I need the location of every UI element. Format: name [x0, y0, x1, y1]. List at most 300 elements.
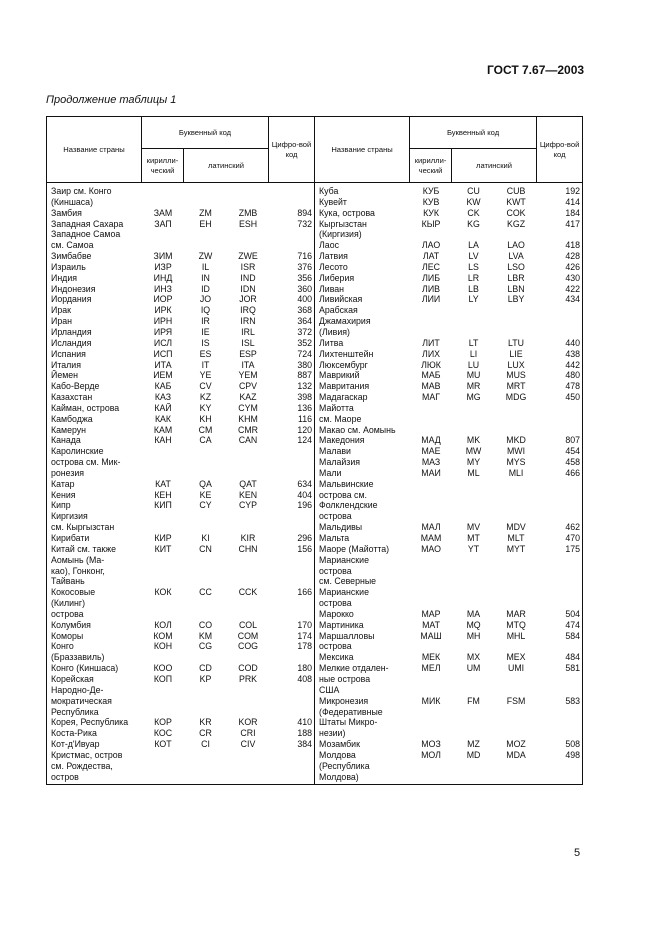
latin-alpha2: CR — [199, 728, 212, 739]
latin-alpha2: KI — [201, 533, 210, 543]
cyrillic-code — [410, 229, 452, 240]
table-row — [47, 587, 315, 598]
country-name: Заир см. Конго — [51, 186, 112, 196]
country-name: острова — [319, 511, 352, 522]
table-row — [47, 707, 315, 718]
latin-alpha3 — [227, 707, 269, 718]
latin-alpha3 — [227, 457, 269, 468]
cyrillic-code — [142, 772, 184, 783]
digital-code: 458 — [565, 457, 581, 468]
country-name: Кристмас, остров — [51, 749, 123, 760]
digital-code: 434 — [565, 294, 581, 305]
digital-code: 478 — [565, 381, 581, 392]
digital-code: 170 — [297, 619, 312, 630]
cyrillic-code: ИНД — [153, 272, 173, 283]
table-row — [47, 620, 315, 631]
latin-alpha2 — [452, 772, 495, 783]
cyrillic-code: ИТА — [154, 359, 172, 370]
digital-code: 175 — [565, 543, 581, 554]
country-name: Западное Самоа — [51, 229, 121, 240]
table-row — [47, 316, 315, 327]
table-row — [47, 305, 315, 316]
latin-alpha2: MV — [466, 522, 481, 533]
latin-alpha3: CYM — [238, 402, 258, 413]
digital-code: 120 — [297, 424, 312, 435]
digital-code: 634 — [297, 478, 312, 489]
cyrillic-code — [142, 576, 184, 587]
cyrillic-code — [410, 305, 452, 316]
table-row — [315, 229, 583, 240]
table-row — [315, 641, 583, 652]
table-row — [315, 457, 583, 468]
digital-code: 438 — [565, 348, 581, 359]
latin-alpha2: LB — [468, 283, 479, 294]
cyrillic-code: КЕН — [154, 489, 172, 500]
latin-alpha2 — [184, 609, 227, 620]
table-row — [315, 707, 583, 718]
digital-code — [269, 576, 315, 587]
latin-alpha3 — [495, 674, 537, 685]
latin-alpha3: PRK — [238, 673, 258, 684]
table-row — [315, 533, 583, 544]
country-name: Малайзия — [319, 457, 361, 468]
table-row — [315, 598, 583, 609]
latin-alpha3 — [495, 761, 537, 772]
latin-alpha2 — [452, 500, 495, 511]
digital-code — [269, 555, 315, 566]
table-row — [315, 674, 583, 685]
table-row — [47, 251, 315, 262]
digital-code — [269, 609, 315, 620]
table-row — [47, 370, 315, 381]
table-row — [315, 197, 583, 208]
digital-code: 136 — [297, 402, 312, 413]
country-name: Народно-Де- — [51, 684, 104, 695]
table-row — [315, 479, 583, 490]
latin-alpha3 — [495, 511, 537, 522]
table-row — [315, 327, 583, 338]
latin-alpha2: IS — [201, 337, 210, 348]
cyrillic-code: ЛАТ — [422, 251, 440, 262]
latin-alpha3: MOZ — [506, 739, 526, 750]
digital-code — [537, 316, 583, 327]
latin-alpha2: QA — [199, 478, 212, 489]
table-row — [47, 240, 315, 251]
digital-code — [537, 576, 583, 587]
latin-alpha3: CRI — [240, 728, 256, 739]
table-row — [315, 240, 583, 251]
digital-code: 132 — [297, 381, 312, 392]
latin-alpha2 — [452, 327, 495, 338]
cyrillic-code: КАЗ — [154, 392, 172, 403]
latin-alpha2: YT — [467, 543, 480, 554]
latin-alpha3 — [495, 500, 537, 511]
country-name: Катар — [51, 478, 75, 489]
cyrillic-code — [142, 446, 184, 457]
table-row — [47, 360, 315, 371]
cyrillic-code — [142, 652, 184, 663]
latin-alpha3: MHL — [506, 630, 526, 641]
country-name: (Браззавиль) — [51, 652, 105, 663]
country-name: Конго — [51, 641, 74, 652]
cyrillic-code: МАЛ — [421, 522, 441, 533]
country-name: Маршалловы — [319, 630, 375, 641]
latin-alpha2: CV — [199, 381, 212, 392]
latin-alpha2 — [452, 316, 495, 327]
country-name: Кипр — [51, 500, 71, 511]
table-row — [47, 739, 315, 750]
country-name: (Ливия) — [319, 326, 350, 337]
latin-alpha3: KGZ — [506, 218, 526, 229]
cyrillic-code: ЛИВ — [422, 283, 441, 294]
cyrillic-code — [142, 197, 184, 208]
latin-alpha3: LAO — [507, 240, 525, 251]
latin-alpha3: MWI — [506, 446, 526, 457]
country-name: Мальвинские — [319, 478, 374, 489]
table-row — [315, 511, 583, 522]
latin-alpha3: LSO — [507, 261, 525, 272]
cyrillic-code — [142, 468, 184, 479]
table-caption: Продолжение таблицы 1 — [46, 94, 177, 106]
header-latin: латинский — [452, 149, 537, 183]
latin-alpha2 — [184, 457, 227, 468]
cyrillic-code — [410, 587, 452, 598]
digital-code: 470 — [565, 533, 581, 543]
digital-code: 417 — [565, 218, 581, 229]
digital-code — [537, 707, 583, 718]
latin-alpha3: ISR — [240, 261, 256, 272]
latin-alpha3: ESH — [238, 218, 258, 229]
latin-alpha3 — [495, 316, 537, 327]
table-row — [47, 425, 315, 436]
table-row — [315, 555, 583, 566]
latin-alpha2: IE — [201, 326, 210, 337]
country-name: Маоре (Майотта) — [319, 543, 390, 554]
latin-alpha3: ESP — [239, 348, 257, 359]
latin-alpha2: KM — [198, 630, 213, 641]
latin-alpha2 — [452, 707, 495, 718]
latin-alpha3: KHM — [238, 413, 258, 424]
latin-alpha2: CA — [199, 435, 212, 446]
digital-code: 124 — [297, 435, 312, 446]
digital-code — [537, 425, 583, 436]
latin-alpha2 — [452, 761, 495, 772]
cyrillic-code: ИРК — [154, 305, 172, 316]
digital-code — [537, 500, 583, 511]
header-letter-code: Буквенный код — [410, 117, 537, 149]
digital-code — [537, 566, 583, 577]
table-row — [47, 338, 315, 349]
table-row — [47, 186, 315, 197]
country-name: Лаос — [319, 240, 339, 251]
country-name: Италия — [51, 359, 81, 370]
cyrillic-code: КАЙ — [154, 402, 172, 413]
header-name: Название страны — [315, 117, 410, 183]
latin-alpha3: MDV — [506, 522, 526, 533]
cyrillic-code: КАК — [154, 413, 172, 424]
cyrillic-code — [142, 229, 184, 240]
digital-code: 174 — [297, 630, 312, 641]
country-name: Марокко — [319, 608, 354, 619]
table-row — [315, 414, 583, 425]
cyrillic-code — [142, 240, 184, 251]
header-cyrillic: кирилли-ческий — [142, 149, 184, 183]
country-name: Либерия — [319, 272, 355, 283]
cyrillic-code: МАЕ — [421, 446, 441, 457]
digital-code: 364 — [297, 316, 312, 327]
latin-alpha2: ZW — [198, 251, 213, 262]
table-row — [315, 294, 583, 305]
cyrillic-code — [410, 685, 452, 696]
digital-code: 480 — [565, 370, 581, 381]
cyrillic-code — [410, 555, 452, 566]
country-name: Латвия — [319, 251, 348, 262]
latin-alpha3: CUB — [506, 186, 526, 196]
table-row — [47, 446, 315, 457]
latin-alpha3: CMR — [237, 424, 259, 435]
latin-alpha3 — [227, 685, 269, 696]
latin-alpha2 — [184, 576, 227, 587]
table-row — [315, 652, 583, 663]
latin-alpha3: CPV — [238, 381, 258, 392]
latin-alpha2: LI — [469, 348, 478, 359]
country-name: Иран — [51, 316, 72, 327]
digital-code — [269, 598, 315, 609]
table-row — [47, 728, 315, 739]
table-row — [315, 381, 583, 392]
header-digital-code: Цифро-вой код — [537, 117, 583, 183]
country-name: Марианские — [319, 587, 369, 598]
country-name: Лихтенштейн — [319, 348, 374, 359]
cyrillic-code: ИСЛ — [153, 337, 173, 348]
cyrillic-code: МАБ — [421, 370, 441, 381]
table-row — [47, 772, 315, 783]
digital-code: 398 — [297, 392, 312, 403]
table-row — [47, 468, 315, 479]
latin-alpha3 — [495, 728, 537, 739]
table-row — [47, 490, 315, 501]
table-row — [315, 262, 583, 273]
table-row — [47, 717, 315, 728]
country-name: незии) — [319, 728, 346, 739]
latin-alpha3 — [227, 197, 269, 208]
table-row — [315, 425, 583, 436]
country-name: острова — [319, 641, 352, 652]
latin-alpha2 — [184, 652, 227, 663]
country-name: Литва — [319, 337, 344, 348]
country-name: Мозамбик — [319, 739, 360, 750]
digital-code: 422 — [565, 283, 581, 294]
latin-alpha3: MLT — [507, 533, 525, 543]
latin-alpha2: CC — [199, 587, 212, 598]
cyrillic-code — [410, 403, 452, 414]
latin-alpha2: IN — [201, 272, 210, 283]
digital-code — [269, 186, 315, 197]
table-row — [315, 219, 583, 230]
latin-alpha3 — [227, 186, 269, 197]
latin-alpha2 — [452, 717, 495, 728]
latin-alpha3: IRL — [241, 326, 255, 337]
digital-code: 296 — [297, 533, 312, 543]
latin-alpha3: CHN — [238, 543, 258, 554]
digital-code — [537, 555, 583, 566]
latin-alpha2: IR — [201, 316, 210, 327]
table-row — [315, 739, 583, 750]
table-row — [315, 349, 583, 360]
latin-alpha3 — [227, 609, 269, 620]
digital-code: 166 — [297, 587, 312, 598]
table-row — [315, 446, 583, 457]
digital-code — [537, 587, 583, 598]
latin-alpha3 — [495, 566, 537, 577]
cyrillic-code: ИЗР — [154, 261, 172, 272]
digital-code: 462 — [565, 522, 581, 533]
cyrillic-code — [410, 641, 452, 652]
digital-code — [537, 490, 583, 501]
latin-alpha3 — [495, 555, 537, 566]
latin-alpha3: QAT — [239, 478, 257, 489]
cyrillic-code: ИЕМ — [153, 370, 173, 381]
cyrillic-code: МАВ — [421, 381, 441, 392]
latin-alpha3 — [495, 576, 537, 587]
latin-alpha3 — [495, 425, 537, 436]
latin-alpha3 — [227, 522, 269, 533]
country-name: Джамахирия — [319, 316, 371, 327]
latin-alpha2: KP — [199, 673, 212, 684]
digital-code — [269, 761, 315, 772]
country-name: острова — [319, 565, 352, 576]
table-row — [315, 338, 583, 349]
digital-code — [269, 197, 315, 208]
digital-code: 428 — [565, 251, 581, 262]
cyrillic-code: МАШ — [420, 630, 442, 641]
latin-alpha2 — [184, 750, 227, 761]
digital-code: 372 — [297, 326, 312, 337]
latin-alpha2: MT — [467, 533, 480, 543]
table-row — [47, 457, 315, 468]
latin-alpha2 — [184, 696, 227, 707]
cyrillic-code — [142, 685, 184, 696]
cyrillic-code: МАД — [421, 435, 441, 446]
latin-alpha2 — [184, 685, 227, 696]
cyrillic-code: ИРН — [153, 316, 173, 327]
country-name: Колумбия — [51, 619, 91, 630]
cyrillic-code: МАИ — [421, 467, 441, 478]
digital-code — [269, 446, 315, 457]
table-row — [315, 360, 583, 371]
cyrillic-code — [410, 707, 452, 718]
latin-alpha3: IND — [240, 272, 256, 283]
latin-alpha3: ZMB — [238, 207, 258, 218]
table-row — [315, 316, 583, 327]
latin-alpha2: JO — [199, 294, 212, 305]
latin-alpha3: COM — [237, 630, 259, 641]
digital-code — [269, 652, 315, 663]
country-name: као), Гонконг, — [51, 565, 105, 576]
header-letter-code: Буквенный код — [142, 117, 269, 149]
latin-alpha3: IRN — [240, 316, 256, 327]
latin-alpha2: IQ — [200, 305, 211, 316]
latin-alpha3: YEM — [238, 370, 258, 381]
cyrillic-code: КАН — [154, 435, 172, 446]
latin-alpha2 — [452, 566, 495, 577]
digital-code — [269, 750, 315, 761]
country-name: Израиль — [51, 261, 86, 272]
cyrillic-code: КОС — [153, 728, 173, 739]
digital-code: 581 — [565, 663, 581, 674]
table-row — [315, 772, 583, 783]
cyrillic-code: КЫР — [421, 218, 441, 229]
country-name: Иордания — [51, 294, 92, 305]
right-column-body — [315, 186, 583, 782]
table-row — [47, 435, 315, 446]
table-row — [315, 522, 583, 533]
latin-alpha3: LUX — [507, 359, 525, 370]
cyrillic-code: МОЛ — [421, 749, 441, 760]
latin-alpha3: MEX — [506, 652, 526, 663]
cyrillic-code: ИНЗ — [154, 283, 172, 294]
latin-alpha2 — [184, 468, 227, 479]
country-name: Киргизия — [51, 511, 88, 522]
cyrillic-code: ЛЕС — [422, 261, 441, 272]
latin-alpha2: MD — [466, 749, 481, 760]
cyrillic-code: ЗАП — [154, 218, 172, 229]
latin-alpha2: CN — [199, 543, 212, 554]
digital-code: 116 — [297, 413, 312, 424]
latin-alpha3: CYP — [238, 500, 258, 511]
table-row — [47, 219, 315, 230]
table-row — [47, 229, 315, 240]
country-name: Микронезия — [319, 695, 369, 706]
country-name: Кайман, острова — [51, 402, 120, 413]
latin-alpha2 — [184, 555, 227, 566]
digital-code: 410 — [297, 717, 312, 728]
country-name: Мелкие отдален- — [319, 663, 389, 674]
country-name: Каролинские — [51, 446, 104, 457]
country-name: Коморы — [51, 630, 84, 641]
latin-alpha2: IT — [201, 359, 210, 370]
latin-alpha3: LTU — [508, 337, 525, 348]
cyrillic-code — [410, 490, 452, 501]
cyrillic-code — [410, 511, 452, 522]
left-column-body — [47, 186, 315, 782]
latin-alpha3: MAR — [506, 608, 526, 619]
digital-code: 498 — [565, 749, 581, 760]
latin-alpha3 — [495, 327, 537, 338]
digital-code — [537, 511, 583, 522]
country-name: Исландия — [51, 337, 92, 348]
table-row — [315, 750, 583, 761]
digital-code: 450 — [565, 392, 581, 403]
latin-alpha2: MR — [466, 381, 481, 392]
latin-alpha3 — [227, 598, 269, 609]
table-row — [315, 587, 583, 598]
latin-alpha2: LV — [468, 251, 479, 262]
latin-alpha2: LU — [467, 359, 480, 370]
cyrillic-code: МАО — [421, 543, 441, 554]
latin-alpha2: YE — [199, 370, 212, 381]
latin-alpha2: MY — [466, 457, 481, 468]
latin-alpha2: MQ — [466, 619, 481, 630]
table-row — [47, 652, 315, 663]
latin-alpha3 — [227, 772, 269, 783]
table-row — [47, 349, 315, 360]
country-name: Марианские — [319, 554, 369, 565]
latin-alpha2: ES — [199, 348, 212, 359]
digital-code: 454 — [565, 446, 581, 457]
cyrillic-code — [142, 609, 184, 620]
cyrillic-code: ЛЮК — [421, 359, 441, 370]
